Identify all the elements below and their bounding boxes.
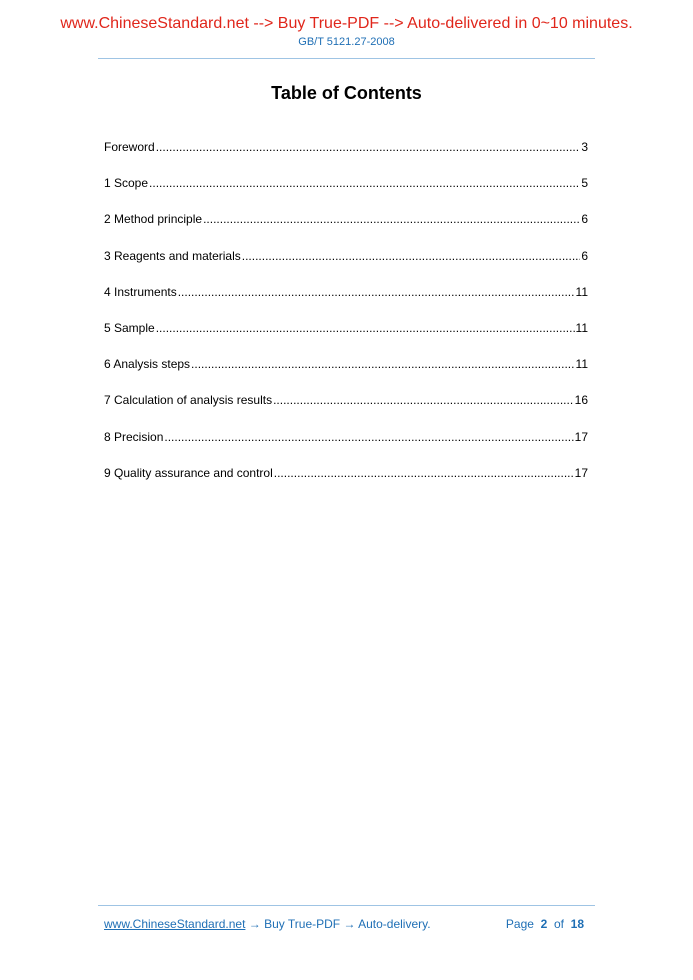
- dot-leader: [156, 320, 575, 336]
- toc-entry-page: 6: [581, 212, 588, 227]
- footer-tagline: → Buy True-PDF → Auto-delivery.: [245, 917, 431, 931]
- page-footer: [104, 916, 584, 932]
- dot-leader: [149, 175, 580, 191]
- toc-entry-page: 11: [575, 357, 588, 372]
- toc-entry-reagents-and-materials[interactable]: [104, 248, 588, 284]
- toc-entry-label: 6 Analysis steps: [104, 357, 191, 372]
- toc-entry-page: 6: [581, 248, 588, 263]
- toc-entry-foreword[interactable]: [104, 139, 588, 175]
- page-title: Table of Contents: [271, 83, 422, 103]
- dot-leader: [178, 284, 575, 300]
- toc-entry-calculation-of-analysis-results[interactable]: [104, 392, 588, 428]
- page-word: Page: [505, 917, 534, 931]
- dot-leader: [156, 139, 581, 155]
- toc-entry-instruments[interactable]: [104, 284, 588, 320]
- page-current: 2: [540, 917, 548, 931]
- page-number: [506, 916, 584, 932]
- toc-entry-precision[interactable]: [104, 429, 588, 465]
- toc-entry-label: 3 Reagents and materials: [104, 248, 241, 263]
- toc-entry-quality-assurance-and-control[interactable]: [104, 465, 588, 501]
- toc-entry-label: 5 Sample: [104, 320, 155, 335]
- table-of-contents: [104, 139, 588, 501]
- page-total: 18: [570, 917, 584, 931]
- toc-entry-page: 17: [574, 429, 588, 444]
- toc-entry-page: 17: [574, 465, 588, 480]
- footer-site-link[interactable]: www.ChineseStandard.net: [104, 917, 246, 931]
- toc-entry-sample[interactable]: [104, 320, 588, 356]
- dot-leader: [164, 429, 573, 445]
- toc-entry-analysis-steps[interactable]: [104, 356, 588, 392]
- dot-leader: [274, 465, 574, 481]
- toc-entry-method-principle[interactable]: [104, 211, 588, 247]
- toc-entry-page: 11: [575, 284, 588, 299]
- document-id: GB/T 5121.27-2008: [298, 36, 395, 48]
- banner-text: www.ChineseStandard.net --> Buy True-PDF --> Auto-delivered in 0~10 minutes.: [60, 15, 633, 32]
- toc-entry-label: Foreword: [104, 140, 155, 154]
- toc-entry-label: 7 Calculation of analysis results: [104, 393, 273, 408]
- toc-entry-scope[interactable]: [104, 175, 588, 211]
- dot-leader: [203, 211, 580, 227]
- toc-entry-label: 9 Quality assurance and control: [104, 465, 273, 480]
- toc-entry-page: 3: [581, 140, 588, 154]
- of-word: of: [553, 917, 564, 931]
- dot-leader: [191, 356, 574, 372]
- dot-leader: [273, 392, 574, 408]
- toc-entry-page: 11: [575, 320, 588, 335]
- toc-entry-label: 2 Method principle: [104, 212, 203, 227]
- footer-left: [104, 917, 431, 931]
- toc-entry-label: 4 Instruments: [104, 284, 177, 299]
- toc-entry-label: 1 Scope: [104, 176, 149, 191]
- toc-entry-label: 8 Precision: [104, 429, 164, 444]
- dot-leader: [242, 248, 581, 264]
- toc-entry-page: 5: [581, 176, 588, 191]
- footer-divider: [98, 905, 595, 906]
- header-divider: [98, 58, 595, 59]
- toc-entry-page: 16: [574, 393, 588, 408]
